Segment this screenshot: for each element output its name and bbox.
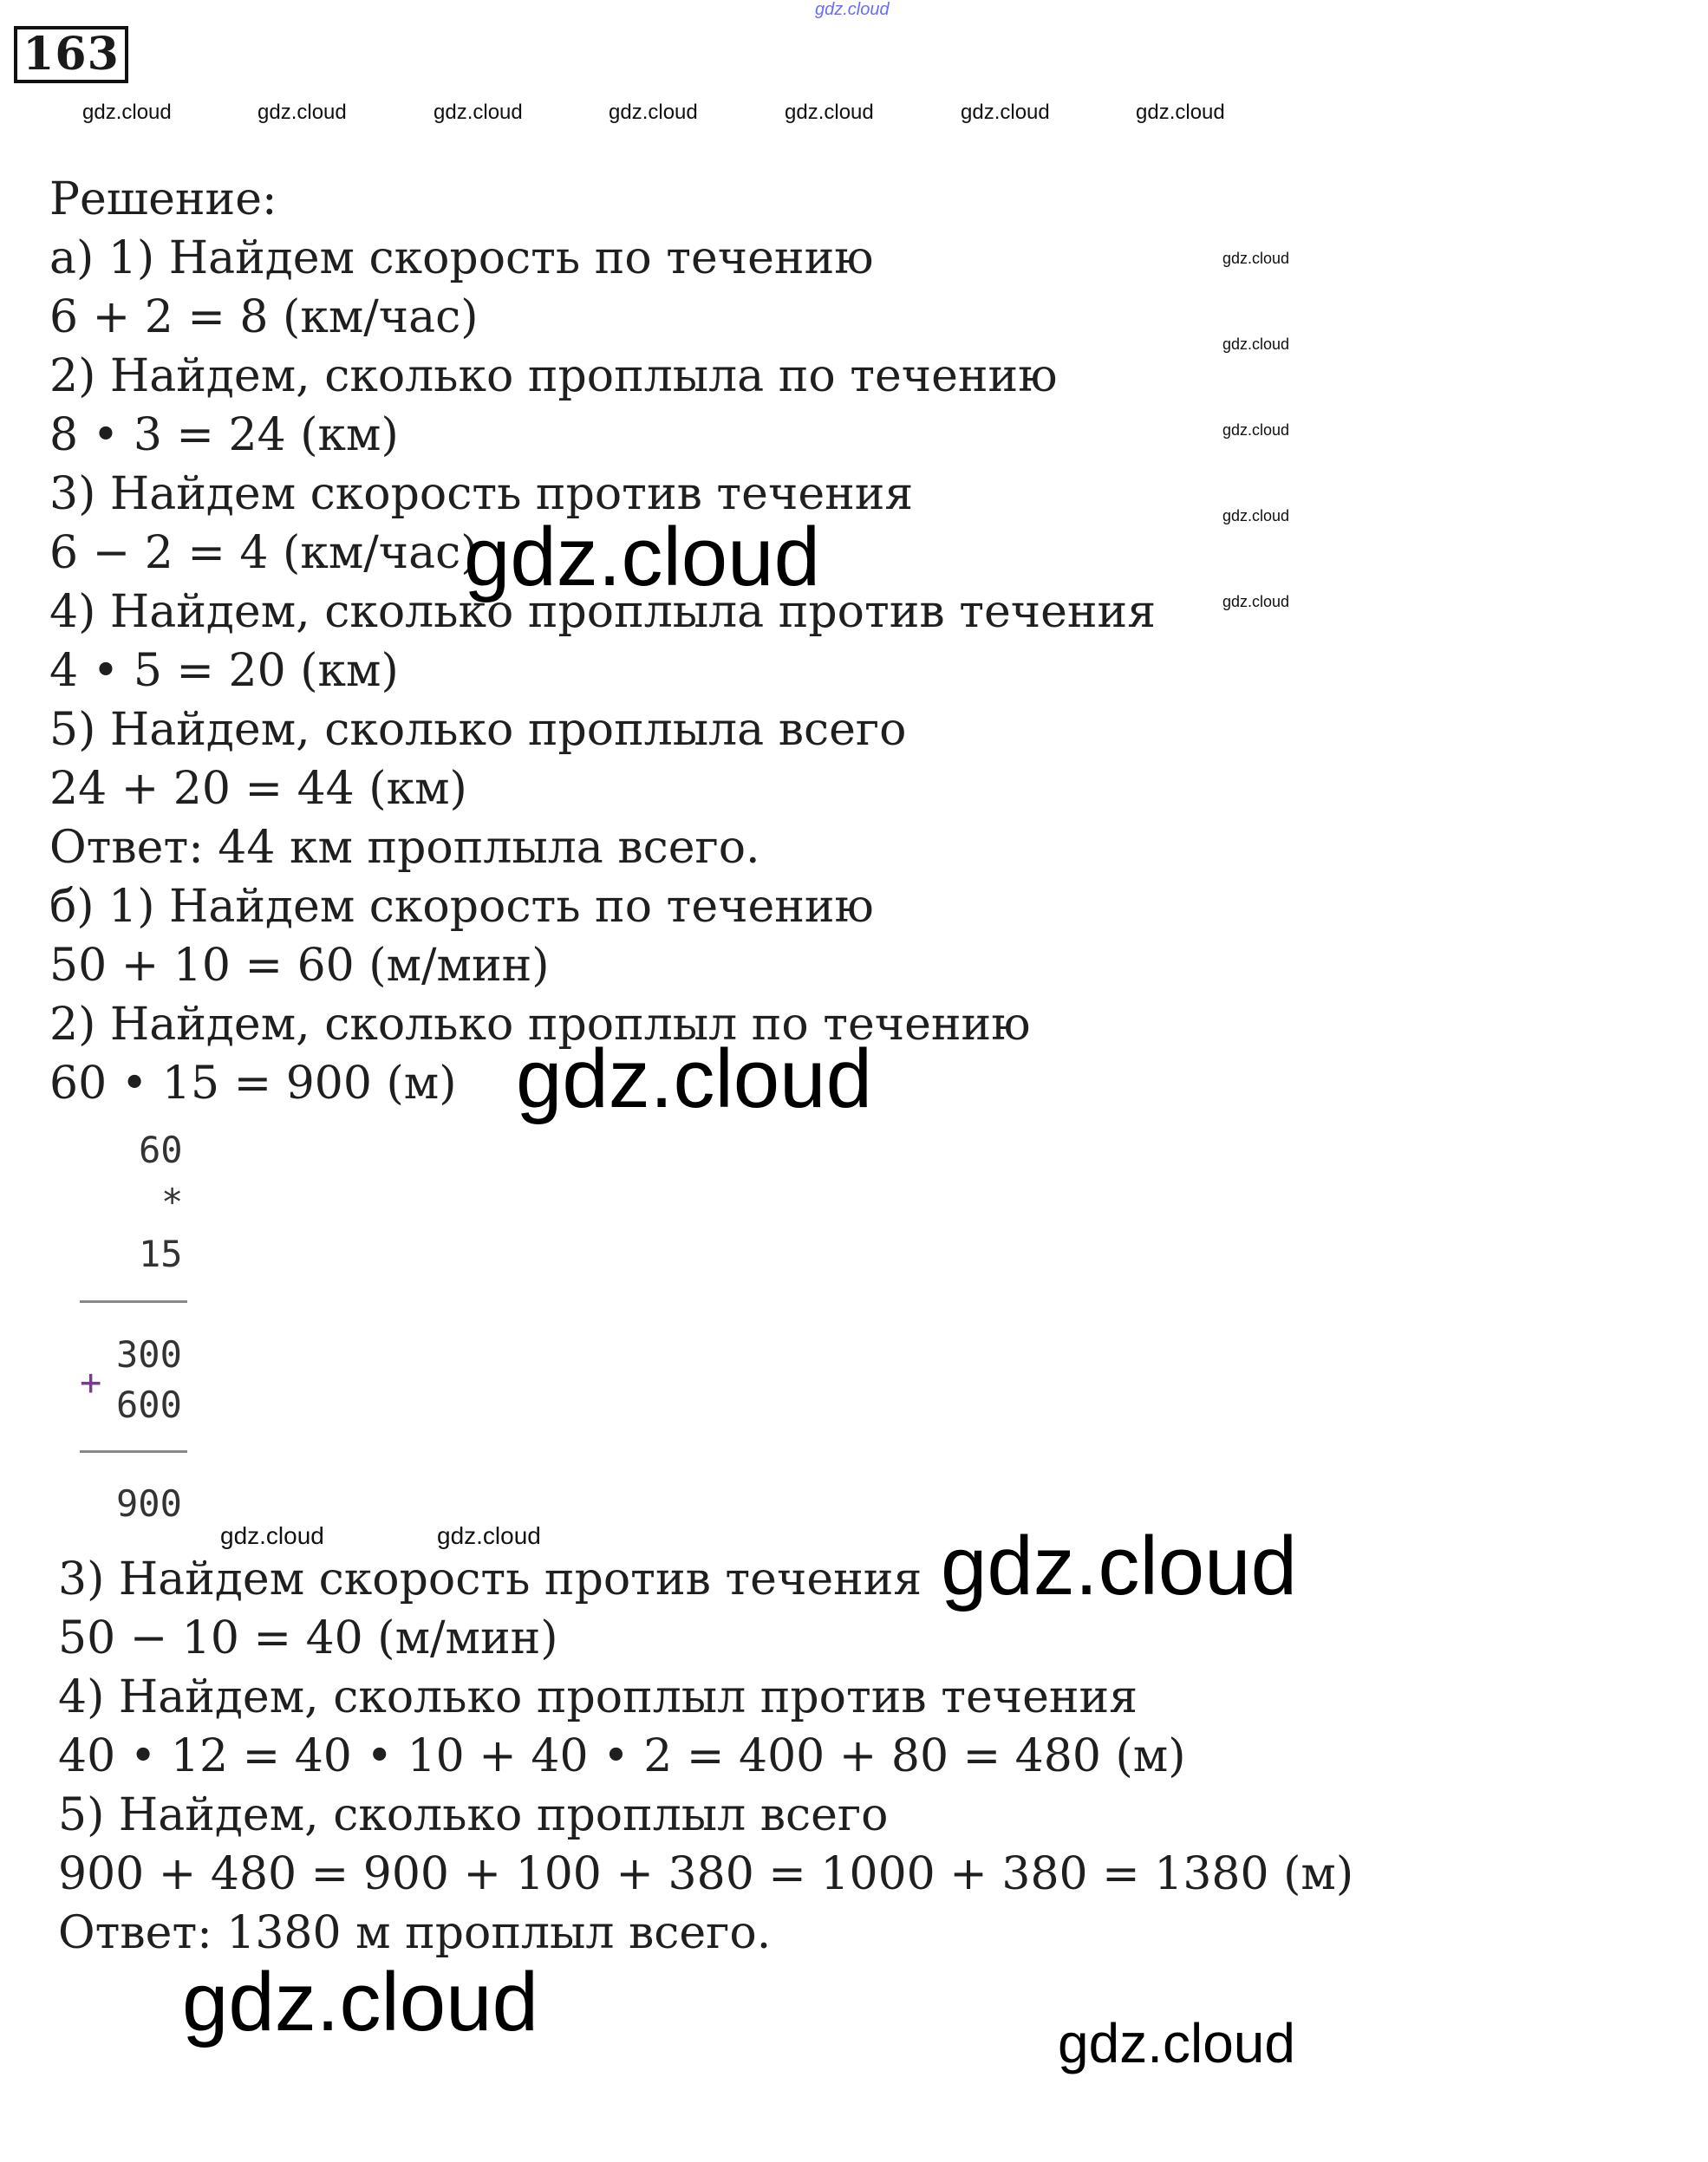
watermark: gdz.cloud bbox=[1222, 593, 1290, 610]
solution-line: 3) Найдем скорость против течения bbox=[49, 468, 914, 520]
solution-line: 6 − 2 = 4 (км/час) bbox=[49, 527, 479, 579]
solution-line: 4 • 5 = 20 (км) bbox=[49, 645, 399, 697]
watermark: gdz.cloud bbox=[82, 101, 172, 124]
calc-operator: * bbox=[161, 1181, 184, 1223]
solution-line: 8 • 3 = 24 (км) bbox=[49, 409, 399, 461]
watermark-large: gdz.cloud bbox=[182, 1956, 538, 2048]
solution-line: 4) Найдем, сколько проплыл против течения bbox=[58, 1671, 1138, 1723]
calc-result: 900 bbox=[116, 1482, 182, 1525]
calc-partial-2: 600 bbox=[116, 1384, 182, 1426]
solution-line: а) 1) Найдем скорость по течению bbox=[49, 232, 874, 284]
task-number: 163 bbox=[14, 26, 128, 83]
solution-line: 60 • 15 = 900 (м) bbox=[49, 1058, 457, 1110]
watermark: gdz.cloud bbox=[220, 1522, 324, 1549]
watermark-large: gdz.cloud bbox=[941, 1520, 1297, 1612]
watermark-large: gdz.cloud bbox=[1058, 2012, 1295, 2074]
watermark: gdz.cloud bbox=[785, 101, 874, 124]
watermark: gdz.cloud bbox=[1222, 507, 1290, 524]
watermark: gdz.cloud bbox=[258, 101, 347, 124]
calc-divider bbox=[80, 1450, 187, 1453]
watermark: gdz.cloud bbox=[1136, 101, 1225, 124]
calc-factor-a: 60 bbox=[139, 1129, 183, 1171]
solution-line: 2) Найдем, сколько проплыл по течению bbox=[49, 999, 1031, 1051]
solution-heading: Решение: bbox=[49, 173, 277, 225]
watermark: gdz.cloud bbox=[434, 101, 523, 124]
solution-line: 5) Найдем, сколько проплыл всего bbox=[58, 1789, 889, 1841]
solution-line: 4) Найдем, сколько проплыла против течения bbox=[49, 586, 1157, 638]
solution-line: 50 + 10 = 60 (м/мин) bbox=[49, 940, 550, 992]
calc-partial-1: 300 bbox=[116, 1333, 182, 1376]
watermark: gdz.cloud bbox=[961, 101, 1050, 124]
solution-line: б) 1) Найдем скорость по течению bbox=[49, 881, 874, 933]
watermark-large: gdz.cloud bbox=[516, 1032, 872, 1125]
solution-line: 40 • 12 = 40 • 10 + 40 • 2 = 400 + 80 = 480 (м) bbox=[58, 1730, 1186, 1782]
calc-divider bbox=[80, 1300, 187, 1303]
watermark-large: gdz.cloud bbox=[464, 511, 820, 603]
solution-line: 2) Найдем, сколько проплыла по течению bbox=[49, 350, 1058, 402]
solution-line: 900 + 480 = 900 + 100 + 380 = 1000 + 380 = 1380 (м) bbox=[58, 1848, 1354, 1900]
answer-line: Ответ: 44 км проплыла всего. bbox=[49, 822, 760, 874]
calc-factor-b: 15 bbox=[139, 1233, 183, 1275]
watermark: gdz.cloud bbox=[609, 101, 698, 124]
solution-line: 3) Найдем скорость против течения bbox=[58, 1553, 922, 1605]
solution-line: 50 − 10 = 40 (м/мин) bbox=[58, 1612, 558, 1664]
watermark: gdz.cloud bbox=[437, 1522, 541, 1549]
watermark: gdz.cloud bbox=[1222, 250, 1290, 267]
watermark-top: gdz.cloud bbox=[815, 0, 890, 19]
watermark: gdz.cloud bbox=[1222, 421, 1290, 439]
solution-line: 6 + 2 = 8 (км/час) bbox=[49, 291, 479, 343]
solution-line: 5) Найдем, сколько проплыла всего bbox=[49, 704, 907, 756]
answer-line: Ответ: 1380 м проплыл всего. bbox=[58, 1907, 772, 1959]
calc-plus-sign: + bbox=[80, 1361, 102, 1403]
watermark: gdz.cloud bbox=[1222, 335, 1290, 353]
solution-line: 24 + 20 = 44 (км) bbox=[49, 763, 467, 815]
